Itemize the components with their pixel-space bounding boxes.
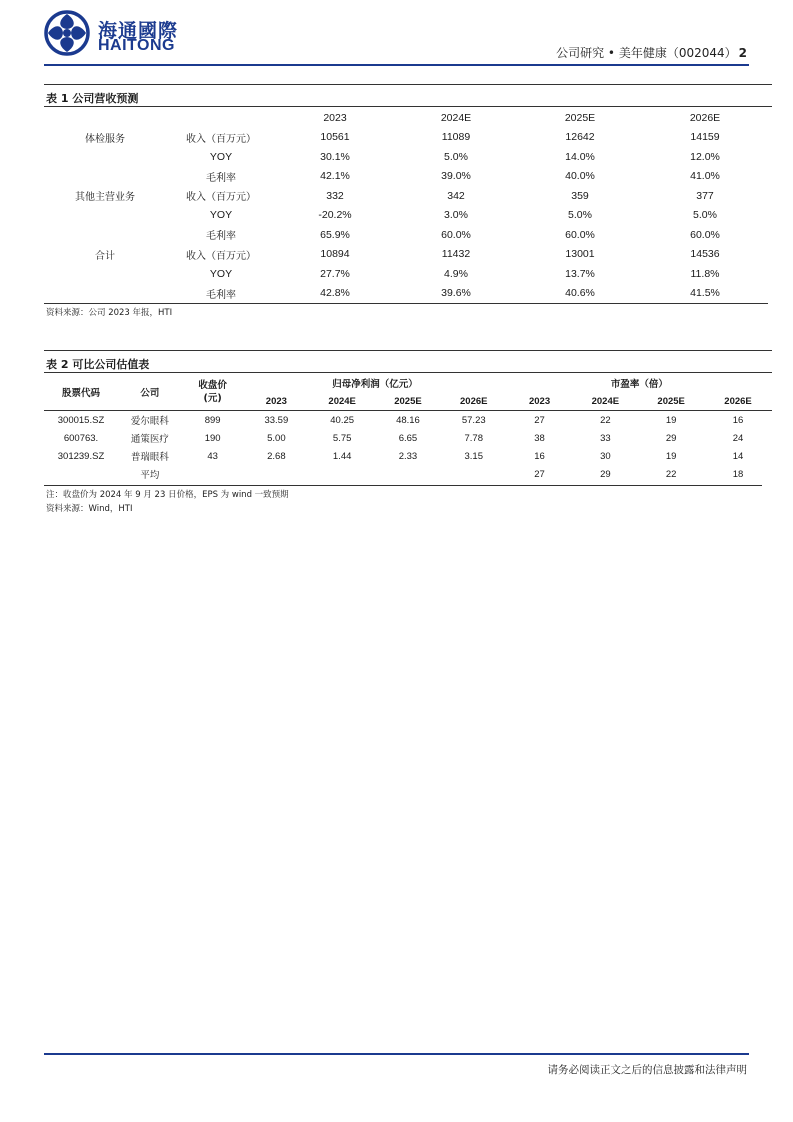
table1-header-row	[44, 108, 768, 128]
table2-top-rule	[44, 350, 772, 351]
table-cell: 10894	[320, 248, 350, 261]
table-cell: 16	[534, 450, 545, 462]
table-cell: 29	[600, 468, 611, 480]
table-cell: 60.0%	[690, 228, 720, 241]
table-cell: 42.8%	[320, 287, 350, 300]
profit-year-header: 2025E	[394, 395, 422, 407]
close-price: 899	[204, 414, 221, 426]
profit-year-header: 2023	[265, 395, 287, 407]
table-cell: 27.7%	[320, 267, 350, 280]
col-header-company: 公司	[140, 388, 160, 399]
table-cell: 3.15	[464, 450, 483, 462]
table-cell: 40.0%	[565, 170, 595, 183]
table1-title: 表 1 公司营收预测	[46, 92, 139, 105]
table-cell: 5.75	[332, 432, 352, 444]
stock-code: 301239.SZ	[57, 450, 105, 462]
table-cell: 342	[447, 189, 465, 202]
table-cell: 48.16	[396, 414, 420, 426]
table-cell: 377	[696, 189, 714, 202]
profit-year-header: 2026E	[460, 395, 488, 407]
metric-label: 收入（百万元）	[186, 133, 256, 145]
company-name: 通策医疗	[130, 434, 169, 445]
table-cell: 14.0%	[565, 150, 595, 163]
table1-year-header: 2024E	[440, 111, 472, 124]
table-cell: -20.2%	[318, 209, 352, 222]
table-cell: 5.00	[267, 432, 286, 444]
table-row	[44, 411, 772, 430]
table-cell: 27	[534, 414, 545, 426]
table-row	[44, 206, 768, 226]
table-cell: 11.8%	[690, 267, 720, 280]
table-cell: 65.9%	[320, 228, 350, 241]
table-cell: 5.0%	[444, 150, 468, 163]
haitong-logo	[44, 10, 194, 56]
table-row	[44, 264, 768, 284]
col-header-close-unit: (元)	[203, 393, 222, 404]
revenue-forecast-table	[44, 108, 768, 303]
metric-label: YOY	[209, 209, 233, 222]
table-cell: 14159	[690, 131, 720, 144]
table-cell: 33	[600, 432, 611, 444]
group-header-pe: 市盈率（倍）	[610, 379, 668, 390]
table2-title-rule	[44, 372, 772, 373]
table-cell: 2.68	[267, 450, 286, 462]
table-cell: 13.7%	[565, 267, 595, 280]
table-cell: 40.25	[330, 414, 355, 426]
segment-label: 合计	[95, 250, 115, 262]
table-cell: 5.0%	[568, 209, 592, 222]
page-number: 2	[738, 46, 747, 60]
table-cell: 11432	[441, 248, 471, 261]
table-cell: 12.0%	[690, 150, 720, 163]
table-row	[44, 186, 768, 206]
stock-code: 600763.	[63, 432, 99, 444]
table-cell: 29	[665, 432, 677, 444]
table-cell: 39.6%	[441, 287, 471, 300]
close-price: 190	[204, 432, 221, 444]
logo-english-name: HAITONG	[98, 37, 175, 54]
table-cell: 19	[665, 414, 677, 426]
table-row	[44, 447, 772, 465]
comparable-valuation-table	[44, 374, 772, 483]
metric-label: YOY	[209, 267, 233, 280]
table-cell: 2.33	[398, 450, 418, 462]
table-cell: 57.23	[461, 414, 486, 426]
table-cell: 41.0%	[690, 170, 720, 183]
pe-year-header: 2026E	[724, 395, 752, 407]
table1-title-rule	[44, 106, 772, 107]
table2-header-row-1	[44, 374, 772, 392]
table-row-average	[44, 465, 772, 483]
metric-label: YOY	[209, 150, 233, 163]
table-row	[44, 225, 768, 245]
average-label: 平均	[140, 470, 160, 481]
table-cell: 27	[534, 468, 545, 480]
table-row	[44, 429, 772, 447]
table2-title: 表 2 可比公司估值表	[46, 358, 150, 371]
table-row	[44, 284, 768, 304]
metric-label: 毛利率	[206, 289, 236, 301]
logo-chinese-name: 海通國際	[98, 20, 179, 42]
table-cell: 16	[732, 414, 744, 426]
col-header-close-label: 收盘价	[198, 380, 227, 391]
report-info: 公司研究 • 美年健康（002044）	[556, 46, 737, 60]
profit-year-header: 2024E	[328, 395, 356, 407]
col-header-code: 股票代码	[62, 388, 101, 399]
metric-label: 收入（百万元）	[186, 250, 256, 262]
table2-bottom-rule	[44, 485, 762, 486]
table-cell: 7.78	[464, 432, 483, 444]
metric-label: 收入（百万元）	[186, 192, 256, 204]
table1-year-header: 2023	[323, 111, 347, 124]
table-cell: 30	[600, 450, 611, 462]
pe-year-header: 2023	[528, 395, 551, 407]
table-cell: 41.5%	[690, 287, 720, 300]
table1-year-header: 2025E	[564, 111, 596, 124]
col-header-close	[182, 374, 244, 411]
company-name: 普瑞眼科	[130, 452, 169, 463]
group-header-profit: 归母净利润（亿元）	[332, 379, 418, 390]
table-cell: 42.1%	[320, 170, 350, 183]
table2-note: 注：收盘价为 2024 年 9 月 23 日价格，EPS 为 wind 一致预期	[46, 490, 289, 500]
close-price: 43	[207, 450, 218, 462]
table-cell: 24	[732, 432, 744, 444]
table-cell: 38	[534, 432, 545, 444]
table-cell: 30.1%	[320, 150, 350, 163]
table1-top-rule	[44, 84, 772, 85]
segment-label: 其他主营业务	[75, 192, 135, 204]
table-cell: 11089	[441, 131, 471, 144]
table-cell: 1.44	[332, 450, 352, 462]
table2-source: 资料来源：Wind，HTI	[46, 504, 133, 514]
table-row	[44, 167, 768, 187]
segment-label: 体检服务	[85, 133, 125, 145]
table-cell: 12642	[565, 131, 595, 144]
report-header-info	[556, 44, 747, 61]
table-cell: 22	[600, 414, 611, 426]
table-cell: 6.65	[398, 432, 418, 444]
table-cell: 19	[665, 450, 677, 462]
table-cell: 14	[732, 450, 744, 462]
footer-disclaimer: 请务必阅读正文之后的信息披露和法律声明	[547, 1064, 747, 1076]
pe-year-header: 2025E	[657, 395, 685, 407]
metric-label: 毛利率	[206, 172, 236, 184]
pe-year-header: 2024E	[591, 395, 620, 407]
table-cell: 3.0%	[444, 209, 468, 222]
table-cell: 40.6%	[565, 287, 595, 300]
table1-bottom-rule	[44, 303, 768, 304]
table-cell: 14536	[690, 248, 720, 261]
table-row	[44, 147, 768, 167]
table-cell: 359	[571, 189, 589, 202]
table-row	[44, 128, 768, 148]
haitong-emblem-icon	[44, 10, 90, 56]
table-cell: 33.59	[264, 414, 289, 426]
table-cell: 39.0%	[441, 170, 471, 183]
table-cell: 10561	[320, 131, 350, 144]
table-cell: 5.0%	[693, 209, 717, 222]
header-divider	[44, 64, 749, 66]
table-cell: 18	[732, 468, 744, 480]
table-cell: 60.0%	[565, 228, 595, 241]
table-row	[44, 245, 768, 265]
table-cell: 22	[665, 468, 677, 480]
table-cell: 4.9%	[444, 267, 468, 280]
table-cell: 60.0%	[441, 228, 471, 241]
company-name: 爱尔眼科	[130, 416, 169, 427]
table-cell: 13001	[565, 248, 595, 261]
stock-code: 300015.SZ	[57, 414, 105, 426]
metric-label: 毛利率	[206, 231, 236, 243]
table-cell: 332	[326, 189, 344, 202]
footer-divider	[44, 1053, 749, 1055]
table1-year-header: 2026E	[689, 111, 721, 124]
table1-source: 资料来源：公司 2023 年报，HTI	[46, 308, 173, 318]
